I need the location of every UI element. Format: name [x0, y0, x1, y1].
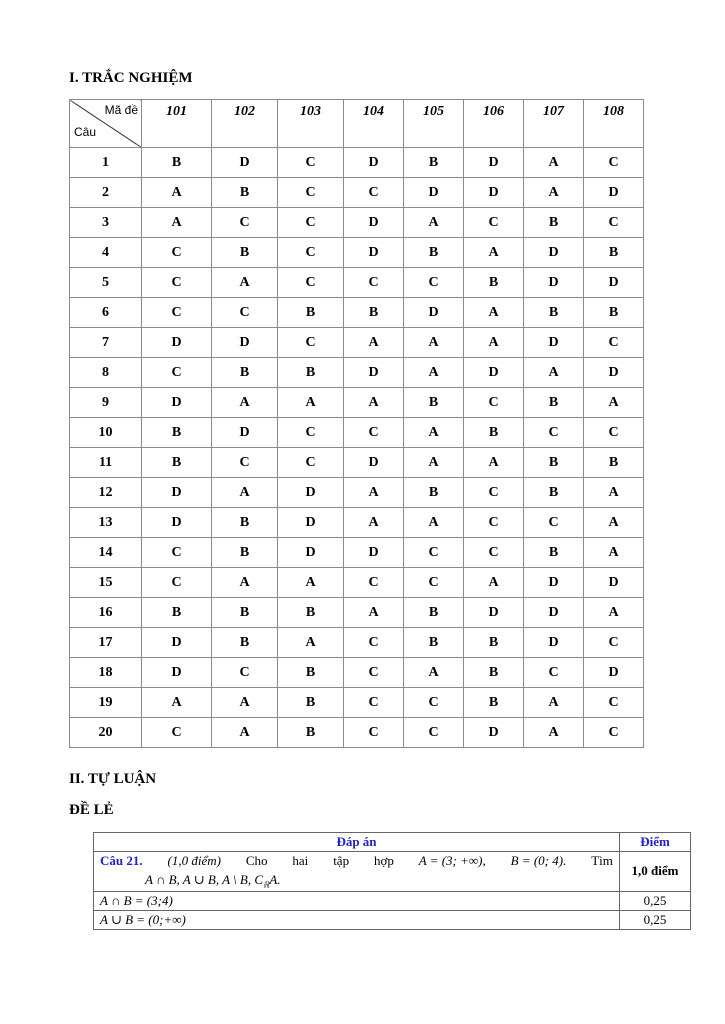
answer-cell: B	[404, 628, 464, 658]
answer-cell: C	[142, 298, 212, 328]
answer-cell: D	[142, 628, 212, 658]
table-row	[70, 388, 644, 418]
answer-cell: A	[584, 598, 644, 628]
answer-cell: C	[278, 328, 344, 358]
answer-cell: A	[142, 208, 212, 238]
step-expression: A ∪ B = (0;+∞)	[94, 910, 620, 929]
answer-cell: C	[584, 328, 644, 358]
essay-answer-table	[93, 832, 691, 930]
answer-cell: C	[142, 568, 212, 598]
answer-cell: C	[524, 508, 584, 538]
exam-code-header: 104	[344, 100, 404, 148]
exam-code-header: 103	[278, 100, 344, 148]
answer-cell: C	[344, 718, 404, 748]
answer-column-header: Đáp án	[94, 833, 620, 852]
answer-cell: B	[524, 538, 584, 568]
table-row	[70, 358, 644, 388]
answer-cell: B	[404, 598, 464, 628]
answer-cell: A	[404, 418, 464, 448]
answer-cell: D	[584, 658, 644, 688]
table-row	[70, 568, 644, 598]
answer-cell: D	[464, 718, 524, 748]
answer-cell: B	[212, 598, 278, 628]
answer-cell: B	[278, 718, 344, 748]
answer-cell: B	[278, 658, 344, 688]
answer-cell: D	[584, 568, 644, 598]
section-title-essay: II. TỰ LUẬN	[69, 771, 157, 787]
answer-cell: A	[584, 478, 644, 508]
question-line-1	[100, 853, 613, 869]
question-number-cell: 14	[70, 538, 142, 568]
answer-cell: C	[278, 238, 344, 268]
question-tasks-end: A.	[269, 872, 281, 887]
answer-cell: A	[212, 718, 278, 748]
answer-cell: A	[524, 688, 584, 718]
question-number-cell: 16	[70, 598, 142, 628]
question-word: Cho	[245, 853, 268, 868]
complement-subscript: ℝ	[263, 880, 270, 890]
question-line-2	[100, 872, 613, 890]
answer-cell: D	[344, 208, 404, 238]
answer-cell: A	[584, 538, 644, 568]
question-number-cell: 12	[70, 478, 142, 508]
answer-cell: D	[212, 328, 278, 358]
answer-cell: D	[584, 268, 644, 298]
answer-cell: A	[464, 238, 524, 268]
question-number-cell: 2	[70, 178, 142, 208]
answer-cell: D	[464, 178, 524, 208]
question-number-cell: 5	[70, 268, 142, 298]
answer-cell: C	[584, 628, 644, 658]
question-word: hợp	[373, 853, 394, 868]
answer-cell: A	[278, 628, 344, 658]
exam-code-header: 102	[212, 100, 278, 148]
answer-cell: B	[142, 598, 212, 628]
answer-cell: B	[464, 268, 524, 298]
question-number-cell: 11	[70, 448, 142, 478]
question-points-note: (1,0 điểm)	[167, 853, 221, 868]
question-number-cell: 6	[70, 298, 142, 328]
answer-cell: D	[584, 178, 644, 208]
answer-cell: A	[404, 328, 464, 358]
question-number-cell: 1	[70, 148, 142, 178]
answer-cell: C	[464, 208, 524, 238]
answer-cell: B	[464, 688, 524, 718]
question-number-cell: 19	[70, 688, 142, 718]
answer-cell: D	[142, 658, 212, 688]
answer-cell: C	[212, 658, 278, 688]
answer-cell: D	[464, 598, 524, 628]
table-row	[70, 508, 644, 538]
answer-cell: C	[142, 268, 212, 298]
answer-cell: B	[464, 658, 524, 688]
question-row	[94, 852, 691, 892]
answer-cell: D	[212, 418, 278, 448]
answer-cell: C	[142, 238, 212, 268]
exam-code-header: 107	[524, 100, 584, 148]
answer-table-header-row	[94, 833, 691, 852]
table-row	[70, 598, 644, 628]
table-row	[70, 208, 644, 238]
question-number-cell: 17	[70, 628, 142, 658]
answer-cell: B	[464, 418, 524, 448]
answer-cell: C	[464, 478, 524, 508]
table-row	[70, 328, 644, 358]
answer-cell: C	[524, 418, 584, 448]
answer-cell: C	[344, 268, 404, 298]
answer-cell: A	[524, 718, 584, 748]
answer-cell: A	[404, 358, 464, 388]
answer-cell: C	[344, 688, 404, 718]
answer-cell: B	[524, 208, 584, 238]
answer-cell: D	[344, 538, 404, 568]
table-row	[70, 628, 644, 658]
answer-cell: A	[344, 328, 404, 358]
answer-cell: B	[524, 448, 584, 478]
corner-header-cell	[70, 100, 142, 148]
answer-cell: B	[584, 238, 644, 268]
answer-cell: C	[404, 268, 464, 298]
answer-cell: D	[212, 148, 278, 178]
multiple-choice-answer-table	[69, 99, 644, 748]
set-a-definition: A = (3; +∞),	[418, 853, 486, 868]
answer-cell: C	[344, 658, 404, 688]
question-number-cell: 10	[70, 418, 142, 448]
answer-cell: B	[142, 448, 212, 478]
answer-cell: B	[142, 418, 212, 448]
answer-cell: C	[464, 508, 524, 538]
table-row	[70, 148, 644, 178]
set-b-definition: B = (0; 4).	[510, 853, 567, 868]
exam-code-header: 108	[584, 100, 644, 148]
answer-cell: C	[212, 208, 278, 238]
question-number-cell: 3	[70, 208, 142, 238]
answer-cell: D	[278, 478, 344, 508]
answer-cell: B	[278, 298, 344, 328]
answer-cell: A	[584, 388, 644, 418]
answer-cell: A	[524, 178, 584, 208]
answer-cell: B	[142, 148, 212, 178]
answer-cell: B	[524, 388, 584, 418]
answer-cell: C	[404, 568, 464, 598]
answer-cell: C	[344, 628, 404, 658]
answer-cell: B	[278, 358, 344, 388]
step-row	[94, 891, 691, 910]
answer-cell: C	[278, 148, 344, 178]
answer-cell: D	[278, 508, 344, 538]
table-header-row	[70, 100, 644, 148]
question-points-cell: 1,0 điểm	[620, 852, 691, 892]
step-score: 0,25	[620, 891, 691, 910]
answer-cell: D	[278, 538, 344, 568]
answer-cell: A	[584, 508, 644, 538]
answer-cell: B	[464, 628, 524, 658]
question-find-word: Tìm	[591, 853, 613, 868]
answer-cell: C	[584, 418, 644, 448]
answer-cell: D	[524, 238, 584, 268]
question-number-cell: 4	[70, 238, 142, 268]
table-row	[70, 178, 644, 208]
answer-cell: C	[142, 718, 212, 748]
table-row	[70, 478, 644, 508]
table-row	[70, 268, 644, 298]
table-row	[70, 538, 644, 568]
answer-cell: B	[404, 148, 464, 178]
answer-cell: B	[212, 508, 278, 538]
question-number-cell: 9	[70, 388, 142, 418]
answer-cell: D	[344, 148, 404, 178]
answer-cell: A	[142, 178, 212, 208]
answer-cell: C	[584, 208, 644, 238]
question-number-cell: 20	[70, 718, 142, 748]
question-number-cell: 13	[70, 508, 142, 538]
answer-cell: A	[524, 358, 584, 388]
answer-cell: A	[142, 688, 212, 718]
answer-cell: C	[278, 178, 344, 208]
answer-cell: B	[404, 478, 464, 508]
table-row	[70, 448, 644, 478]
answer-cell: A	[464, 328, 524, 358]
answer-cell: A	[278, 568, 344, 598]
answer-cell: B	[344, 298, 404, 328]
answer-cell: A	[344, 598, 404, 628]
answer-cell: D	[524, 628, 584, 658]
answer-cell: D	[524, 568, 584, 598]
answer-cell: B	[278, 688, 344, 718]
answer-cell: A	[524, 148, 584, 178]
answer-cell: C	[404, 538, 464, 568]
question-number-cell: 15	[70, 568, 142, 598]
answer-cell: C	[278, 448, 344, 478]
answer-cell: B	[212, 178, 278, 208]
answer-cell: D	[464, 358, 524, 388]
answer-cell: B	[212, 538, 278, 568]
answer-cell: B	[524, 298, 584, 328]
points-column-header: Điểm	[620, 833, 691, 852]
answer-cell: D	[142, 478, 212, 508]
answer-cell: D	[142, 508, 212, 538]
answer-cell: C	[278, 208, 344, 238]
question-cell	[94, 852, 620, 892]
table-row	[70, 718, 644, 748]
answer-cell: C	[212, 298, 278, 328]
answer-cell: A	[212, 568, 278, 598]
answer-cell: B	[212, 358, 278, 388]
answer-cell: A	[212, 388, 278, 418]
answer-cell: C	[344, 568, 404, 598]
answer-cell: D	[344, 358, 404, 388]
exam-code-header: 105	[404, 100, 464, 148]
table-row	[70, 658, 644, 688]
answer-cell: A	[344, 478, 404, 508]
answer-cell: D	[524, 328, 584, 358]
section-title-multiple-choice: I. TRẮC NGHIỆM	[69, 70, 193, 86]
answer-cell: C	[344, 178, 404, 208]
answer-cell: C	[212, 448, 278, 478]
step-score: 0,25	[620, 910, 691, 929]
answer-cell: A	[404, 658, 464, 688]
answer-cell: A	[404, 508, 464, 538]
answer-cell: C	[464, 538, 524, 568]
exam-code-header: 106	[464, 100, 524, 148]
table-row	[70, 298, 644, 328]
answer-cell: D	[344, 448, 404, 478]
answer-cell: C	[404, 688, 464, 718]
answer-cell: A	[344, 388, 404, 418]
answer-cell: D	[464, 148, 524, 178]
section-subtitle-odd-exam: ĐỀ LẺ	[69, 802, 114, 818]
answer-cell: A	[464, 568, 524, 598]
answer-cell: D	[584, 358, 644, 388]
question-number-cell: 18	[70, 658, 142, 688]
step-expression: A ∩ B = (3;4)	[94, 891, 620, 910]
table-row	[70, 418, 644, 448]
answer-cell: C	[584, 688, 644, 718]
question-header-label: Câu	[74, 125, 97, 139]
answer-cell: D	[344, 238, 404, 268]
answer-cell: D	[524, 268, 584, 298]
answer-cell: B	[584, 448, 644, 478]
answer-cell: C	[142, 538, 212, 568]
answer-cell: D	[142, 388, 212, 418]
answer-cell: D	[142, 328, 212, 358]
question-tasks: A ∩ B, A ∪ B, A \ B, C	[145, 872, 264, 887]
answer-cell: A	[464, 448, 524, 478]
question-number-cell: 7	[70, 328, 142, 358]
answer-cell: C	[278, 268, 344, 298]
question-word: hai	[292, 853, 309, 868]
answer-cell: B	[212, 628, 278, 658]
answer-cell: A	[404, 208, 464, 238]
answer-cell: B	[212, 238, 278, 268]
question-word: tập	[333, 853, 350, 868]
answer-cell: C	[344, 418, 404, 448]
answer-cell: A	[464, 298, 524, 328]
answer-cell: B	[404, 388, 464, 418]
answer-cell: C	[464, 388, 524, 418]
exam-code-header-label: Mã đề	[104, 103, 138, 117]
answer-cell: C	[142, 358, 212, 388]
answer-cell: B	[404, 238, 464, 268]
answer-cell: B	[278, 598, 344, 628]
exam-code-header: 101	[142, 100, 212, 148]
answer-cell: C	[584, 718, 644, 748]
step-row	[94, 910, 691, 929]
answer-cell: C	[584, 148, 644, 178]
answer-cell: A	[212, 688, 278, 718]
answer-cell: D	[404, 298, 464, 328]
answer-cell: A	[344, 508, 404, 538]
answer-cell: B	[524, 478, 584, 508]
answer-cell: D	[404, 178, 464, 208]
question-number-cell: 8	[70, 358, 142, 388]
answer-cell: A	[278, 388, 344, 418]
answer-cell: C	[278, 418, 344, 448]
answer-cell: A	[404, 448, 464, 478]
table-row	[70, 688, 644, 718]
table-row	[70, 238, 644, 268]
answer-cell: D	[524, 598, 584, 628]
answer-cell: B	[584, 298, 644, 328]
answer-cell: C	[524, 658, 584, 688]
answer-cell: A	[212, 478, 278, 508]
question-label: Câu 21.	[100, 853, 143, 868]
answer-cell: A	[212, 268, 278, 298]
answer-cell: C	[404, 718, 464, 748]
